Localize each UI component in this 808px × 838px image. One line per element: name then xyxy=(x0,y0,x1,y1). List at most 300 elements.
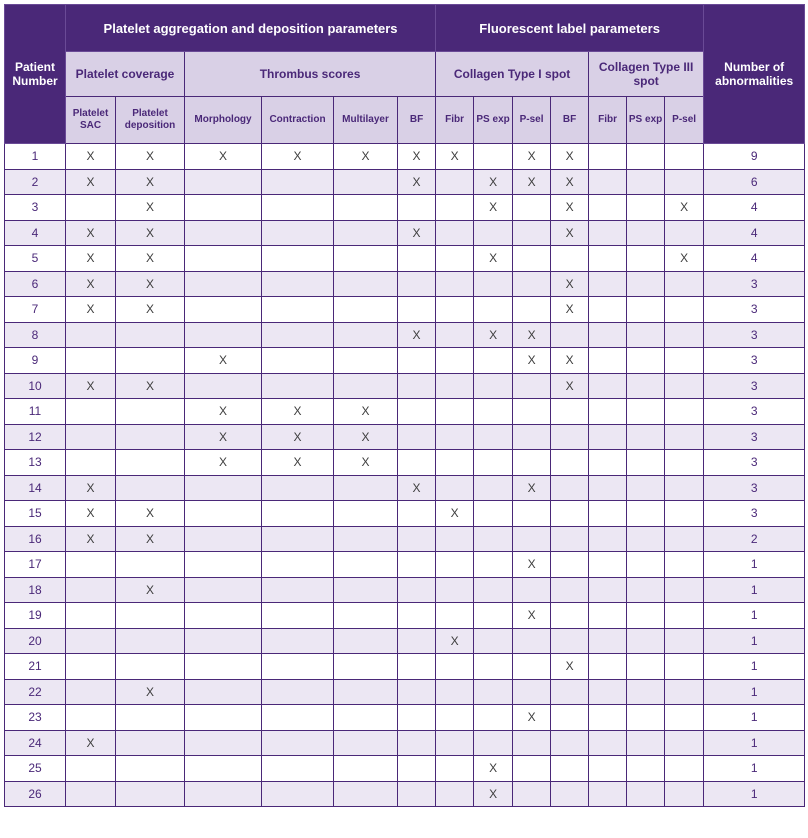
abnormality-cell xyxy=(116,628,185,654)
patient-number-cell: 2 xyxy=(5,169,66,195)
abnormality-cell xyxy=(262,730,334,756)
patient-number-cell: 14 xyxy=(5,475,66,501)
abnormality-cell xyxy=(262,628,334,654)
abnormality-cell xyxy=(262,679,334,705)
abnormality-cell xyxy=(551,399,589,425)
abnormality-cell xyxy=(398,552,436,578)
abnormality-cell xyxy=(66,756,116,782)
abnormality-cell xyxy=(551,781,589,807)
abnormality-cell: X xyxy=(665,195,704,221)
table-row xyxy=(5,220,805,246)
abnormality-cell: X xyxy=(262,424,334,450)
table-row xyxy=(5,373,805,399)
column-header: P-sel xyxy=(513,97,551,144)
abnormality-cell: X xyxy=(436,144,474,170)
abnormality-cell: X xyxy=(436,501,474,527)
abnormality-cell: X xyxy=(334,144,398,170)
abnormality-cell xyxy=(627,348,665,374)
abnormality-cell: X xyxy=(474,195,513,221)
abnormality-cell xyxy=(665,297,704,323)
abnormality-cell xyxy=(474,271,513,297)
abnormality-count-cell: 1 xyxy=(704,603,805,629)
abnormality-cell: X xyxy=(116,297,185,323)
table-row xyxy=(5,526,805,552)
abnormality-cell xyxy=(262,271,334,297)
abnormality-cell xyxy=(551,246,589,272)
abnormality-cell xyxy=(185,577,262,603)
abnormality-cell: X xyxy=(474,169,513,195)
abnormality-cell: X xyxy=(513,475,551,501)
abnormality-cell xyxy=(474,220,513,246)
abnormality-cell xyxy=(627,271,665,297)
column-header: Contraction xyxy=(262,97,334,144)
abnormality-cell xyxy=(398,730,436,756)
table-row xyxy=(5,424,805,450)
abnormality-cell: X xyxy=(551,297,589,323)
column-header: Fibr xyxy=(589,97,627,144)
column-header: Platelet SAC xyxy=(66,97,116,144)
abnormality-cell xyxy=(513,271,551,297)
abnormality-cell xyxy=(513,501,551,527)
abnormality-cell xyxy=(398,501,436,527)
abnormality-cell xyxy=(436,450,474,476)
abnormality-cell xyxy=(474,526,513,552)
patient-number-cell: 26 xyxy=(5,781,66,807)
abnormality-cell: X xyxy=(66,169,116,195)
abnormality-cell xyxy=(116,705,185,731)
abnormality-cell xyxy=(262,781,334,807)
abnormality-cell xyxy=(627,654,665,680)
abnormality-cell xyxy=(262,220,334,246)
abnormality-cell: X xyxy=(66,526,116,552)
abnormality-cell xyxy=(665,399,704,425)
patient-number-cell: 16 xyxy=(5,526,66,552)
abnormality-cell: X xyxy=(116,195,185,221)
abnormality-cell xyxy=(262,501,334,527)
abnormality-count-cell: 1 xyxy=(704,628,805,654)
abnormality-cell xyxy=(589,169,627,195)
abnormality-cell xyxy=(436,348,474,374)
abnormality-cell: X xyxy=(334,399,398,425)
abnormality-cell xyxy=(589,781,627,807)
abnormality-cell xyxy=(334,297,398,323)
abnormality-cell xyxy=(398,756,436,782)
abnormality-cell xyxy=(185,297,262,323)
abnormality-count-cell: 3 xyxy=(704,322,805,348)
abnormality-cell xyxy=(665,730,704,756)
abnormality-cell xyxy=(436,220,474,246)
patient-number-cell: 9 xyxy=(5,348,66,374)
abnormality-cell xyxy=(551,424,589,450)
abnormality-cell xyxy=(436,654,474,680)
abnormality-cell xyxy=(589,271,627,297)
abnormality-cell: X xyxy=(185,144,262,170)
abnormality-cell: X xyxy=(513,144,551,170)
abnormality-cell xyxy=(185,730,262,756)
abnormality-cell xyxy=(436,679,474,705)
abnormality-cell xyxy=(589,144,627,170)
abnormality-cell xyxy=(627,603,665,629)
abnormality-count-cell: 3 xyxy=(704,501,805,527)
abnormality-cell xyxy=(551,756,589,782)
abnormality-cell xyxy=(334,679,398,705)
abnormality-cell xyxy=(665,220,704,246)
abnormality-cell: X xyxy=(116,271,185,297)
abnormality-count-cell: 3 xyxy=(704,475,805,501)
abnormality-cell xyxy=(474,475,513,501)
abnormality-cell xyxy=(474,399,513,425)
abnormality-cell xyxy=(398,246,436,272)
abnormality-count-cell: 3 xyxy=(704,399,805,425)
abnormality-cell: X xyxy=(474,781,513,807)
abnormality-count-cell: 3 xyxy=(704,297,805,323)
abnormality-cell xyxy=(627,501,665,527)
abnormality-cell xyxy=(665,373,704,399)
table-row xyxy=(5,348,805,374)
abnormality-cell xyxy=(474,144,513,170)
abnormality-cell xyxy=(262,475,334,501)
abnormality-cell xyxy=(436,577,474,603)
abnormality-cell xyxy=(185,628,262,654)
abnormality-cell xyxy=(665,552,704,578)
patient-number-cell: 6 xyxy=(5,271,66,297)
abnormality-cell: X xyxy=(474,756,513,782)
collagen-3-header: Collagen Type III spot xyxy=(589,52,704,97)
table-row xyxy=(5,577,805,603)
abnormality-cell xyxy=(262,373,334,399)
abnormality-cell xyxy=(334,169,398,195)
abnormality-cell xyxy=(436,246,474,272)
table-row xyxy=(5,297,805,323)
patient-number-cell: 21 xyxy=(5,654,66,680)
abnormality-cell: X xyxy=(116,246,185,272)
column-header: PS exp xyxy=(474,97,513,144)
abnormality-cell xyxy=(66,399,116,425)
abnormality-cell: X xyxy=(551,271,589,297)
abnormality-cell: X xyxy=(66,730,116,756)
abnormality-cell xyxy=(551,475,589,501)
abnormality-cell xyxy=(665,271,704,297)
abnormality-cell: X xyxy=(185,348,262,374)
abnormality-cell xyxy=(627,246,665,272)
abnormality-cell: X xyxy=(551,169,589,195)
abnormality-cell xyxy=(627,628,665,654)
abnormality-cell xyxy=(513,781,551,807)
abnormality-cell xyxy=(513,730,551,756)
abnormality-cell xyxy=(589,552,627,578)
abnormality-cell xyxy=(436,297,474,323)
abnormality-cell xyxy=(627,424,665,450)
platelet-coverage-header: Platelet coverage xyxy=(66,52,185,97)
abnormality-cell xyxy=(116,781,185,807)
abnormality-cell xyxy=(474,603,513,629)
table-row xyxy=(5,705,805,731)
patient-number-cell: 15 xyxy=(5,501,66,527)
abnormality-cell xyxy=(474,552,513,578)
abnormality-cell xyxy=(185,526,262,552)
abnormality-cell xyxy=(66,450,116,476)
abnormality-cell xyxy=(116,730,185,756)
abnormality-cell xyxy=(551,730,589,756)
abnormality-cell xyxy=(334,246,398,272)
patient-number-cell: 8 xyxy=(5,322,66,348)
table-row xyxy=(5,399,805,425)
abnormality-cell xyxy=(665,603,704,629)
abnormality-cell xyxy=(66,603,116,629)
abnormality-cell xyxy=(589,756,627,782)
abnormality-cell xyxy=(436,781,474,807)
abnormality-cell xyxy=(436,373,474,399)
abnormality-cell xyxy=(513,424,551,450)
table-row xyxy=(5,552,805,578)
abnormality-cell xyxy=(185,195,262,221)
table-row xyxy=(5,628,805,654)
abnormality-cell xyxy=(116,322,185,348)
patient-number-cell: 7 xyxy=(5,297,66,323)
abnormality-cell: X xyxy=(116,679,185,705)
abnormality-cell: X xyxy=(398,144,436,170)
abnormality-cell xyxy=(474,501,513,527)
abnormality-cell xyxy=(116,424,185,450)
abnormality-count-cell: 3 xyxy=(704,424,805,450)
abnormality-cell xyxy=(589,220,627,246)
abnormality-count-cell: 1 xyxy=(704,781,805,807)
abnormality-cell xyxy=(262,348,334,374)
thrombus-scores-header: Thrombus scores xyxy=(185,52,436,97)
abnormality-cell xyxy=(116,475,185,501)
abnormality-cell xyxy=(116,603,185,629)
abnormality-cell xyxy=(551,603,589,629)
abnormality-cell xyxy=(185,271,262,297)
abnormality-cell xyxy=(589,577,627,603)
abnormality-cell xyxy=(66,195,116,221)
abnormality-cell xyxy=(513,526,551,552)
abnormality-cell xyxy=(185,756,262,782)
abnormality-cell xyxy=(665,475,704,501)
abnormalities-table xyxy=(4,4,805,807)
abnormality-cell xyxy=(627,679,665,705)
abnormality-cell xyxy=(262,552,334,578)
abnormality-cell xyxy=(116,552,185,578)
column-header: Multilayer xyxy=(334,97,398,144)
abnormality-cell xyxy=(334,756,398,782)
patient-number-cell: 13 xyxy=(5,450,66,476)
abnormality-cell xyxy=(665,322,704,348)
abnormality-cell xyxy=(185,220,262,246)
table-row xyxy=(5,730,805,756)
abnormality-cell xyxy=(436,169,474,195)
abnormality-cell xyxy=(398,195,436,221)
abnormality-cell xyxy=(334,501,398,527)
abnormality-cell xyxy=(398,399,436,425)
abnormality-count-cell: 9 xyxy=(704,144,805,170)
abnormality-cell xyxy=(334,552,398,578)
abnormality-cell: X xyxy=(398,220,436,246)
abnormality-cell xyxy=(116,450,185,476)
abnormality-cell xyxy=(334,628,398,654)
abnormality-cell xyxy=(185,705,262,731)
abnormality-cell xyxy=(436,475,474,501)
abnormality-cell xyxy=(262,169,334,195)
abnormality-cell xyxy=(627,169,665,195)
abnormality-cell xyxy=(589,654,627,680)
table-row xyxy=(5,603,805,629)
abnormality-cell xyxy=(474,628,513,654)
abnormalities-header: Number of abnormalities xyxy=(704,5,805,144)
abnormality-cell: X xyxy=(474,322,513,348)
abnormality-cell xyxy=(436,195,474,221)
table-row xyxy=(5,246,805,272)
abnormality-cell: X xyxy=(513,552,551,578)
abnormality-cell xyxy=(436,526,474,552)
abnormality-cell xyxy=(513,195,551,221)
abnormality-cell xyxy=(474,705,513,731)
abnormality-cell xyxy=(398,628,436,654)
abnormality-count-cell: 3 xyxy=(704,450,805,476)
abnormality-cell: X xyxy=(513,322,551,348)
abnormality-cell xyxy=(185,603,262,629)
abnormality-cell xyxy=(66,577,116,603)
abnormality-cell: X xyxy=(398,322,436,348)
abnormality-cell xyxy=(627,373,665,399)
platelet-group-header: Platelet aggregation and deposition parameters xyxy=(66,5,436,52)
abnormality-cell xyxy=(334,654,398,680)
abnormality-cell xyxy=(262,654,334,680)
abnormality-cell xyxy=(398,271,436,297)
abnormality-cell xyxy=(474,577,513,603)
abnormality-cell xyxy=(474,373,513,399)
abnormality-cell: X xyxy=(66,144,116,170)
abnormality-cell xyxy=(627,705,665,731)
abnormality-cell xyxy=(334,220,398,246)
abnormality-cell: X xyxy=(66,246,116,272)
abnormality-cell xyxy=(334,271,398,297)
abnormality-cell xyxy=(627,475,665,501)
abnormality-cell xyxy=(627,399,665,425)
abnormality-cell xyxy=(551,450,589,476)
abnormality-cell xyxy=(665,577,704,603)
abnormality-cell xyxy=(513,220,551,246)
abnormality-cell: X xyxy=(116,501,185,527)
abnormality-cell xyxy=(66,679,116,705)
patient-number-cell: 17 xyxy=(5,552,66,578)
abnormality-cell xyxy=(665,526,704,552)
abnormality-cell xyxy=(589,348,627,374)
abnormality-count-cell: 4 xyxy=(704,220,805,246)
abnormality-cell xyxy=(474,424,513,450)
abnormality-cell: X xyxy=(116,169,185,195)
abnormality-cell: X xyxy=(66,501,116,527)
abnormality-cell xyxy=(436,399,474,425)
abnormality-cell: X xyxy=(551,373,589,399)
abnormality-cell xyxy=(334,577,398,603)
abnormality-cell xyxy=(513,654,551,680)
abnormality-count-cell: 1 xyxy=(704,705,805,731)
abnormality-cell xyxy=(66,552,116,578)
abnormality-count-cell: 3 xyxy=(704,271,805,297)
abnormality-cell xyxy=(589,195,627,221)
abnormality-cell xyxy=(589,322,627,348)
abnormality-cell xyxy=(627,297,665,323)
abnormality-cell xyxy=(513,577,551,603)
table-row xyxy=(5,756,805,782)
abnormality-cell xyxy=(262,297,334,323)
table-row xyxy=(5,654,805,680)
abnormality-cell: X xyxy=(551,195,589,221)
abnormality-cell xyxy=(334,781,398,807)
abnormality-cell xyxy=(474,730,513,756)
abnormality-cell xyxy=(627,450,665,476)
abnormality-cell xyxy=(262,526,334,552)
abnormality-cell xyxy=(334,195,398,221)
abnormality-cell xyxy=(513,450,551,476)
abnormality-cell xyxy=(398,705,436,731)
abnormality-cell xyxy=(665,679,704,705)
abnormality-count-cell: 4 xyxy=(704,195,805,221)
abnormality-cell xyxy=(513,679,551,705)
abnormality-cell xyxy=(665,348,704,374)
abnormality-count-cell: 2 xyxy=(704,526,805,552)
abnormality-cell xyxy=(334,373,398,399)
abnormality-cell xyxy=(66,424,116,450)
abnormality-count-cell: 4 xyxy=(704,246,805,272)
abnormality-cell xyxy=(436,322,474,348)
abnormality-cell xyxy=(513,399,551,425)
abnormality-cell xyxy=(334,348,398,374)
abnormality-cell xyxy=(665,501,704,527)
abnormality-count-cell: 1 xyxy=(704,577,805,603)
abnormality-cell: X xyxy=(66,271,116,297)
abnormality-cell xyxy=(513,246,551,272)
abnormality-cell: X xyxy=(262,399,334,425)
abnormality-cell xyxy=(334,475,398,501)
abnormality-cell xyxy=(627,552,665,578)
patient-number-cell: 3 xyxy=(5,195,66,221)
abnormality-cell: X xyxy=(513,169,551,195)
abnormality-cell xyxy=(262,322,334,348)
abnormality-cell xyxy=(116,756,185,782)
patient-number-cell: 4 xyxy=(5,220,66,246)
abnormality-cell: X xyxy=(66,373,116,399)
patient-number-cell: 11 xyxy=(5,399,66,425)
patient-number-cell: 24 xyxy=(5,730,66,756)
abnormality-cell xyxy=(436,730,474,756)
abnormality-cell xyxy=(66,628,116,654)
column-header: Morphology xyxy=(185,97,262,144)
table-row xyxy=(5,195,805,221)
abnormality-cell xyxy=(436,424,474,450)
abnormality-cell xyxy=(551,705,589,731)
abnormality-cell: X xyxy=(262,450,334,476)
abnormality-cell xyxy=(589,730,627,756)
column-header: Platelet deposition xyxy=(116,97,185,144)
abnormality-cell: X xyxy=(116,526,185,552)
abnormality-cell xyxy=(66,705,116,731)
abnormality-cell xyxy=(474,297,513,323)
abnormality-cell xyxy=(627,220,665,246)
abnormality-cell xyxy=(589,475,627,501)
abnormality-cell xyxy=(185,246,262,272)
abnormality-cell xyxy=(589,246,627,272)
abnormality-cell xyxy=(665,705,704,731)
patient-number-cell: 25 xyxy=(5,756,66,782)
abnormality-cell xyxy=(627,144,665,170)
abnormality-cell: X xyxy=(66,475,116,501)
abnormality-cell xyxy=(551,526,589,552)
abnormality-cell: X xyxy=(334,424,398,450)
abnormality-cell xyxy=(66,322,116,348)
table-row xyxy=(5,450,805,476)
